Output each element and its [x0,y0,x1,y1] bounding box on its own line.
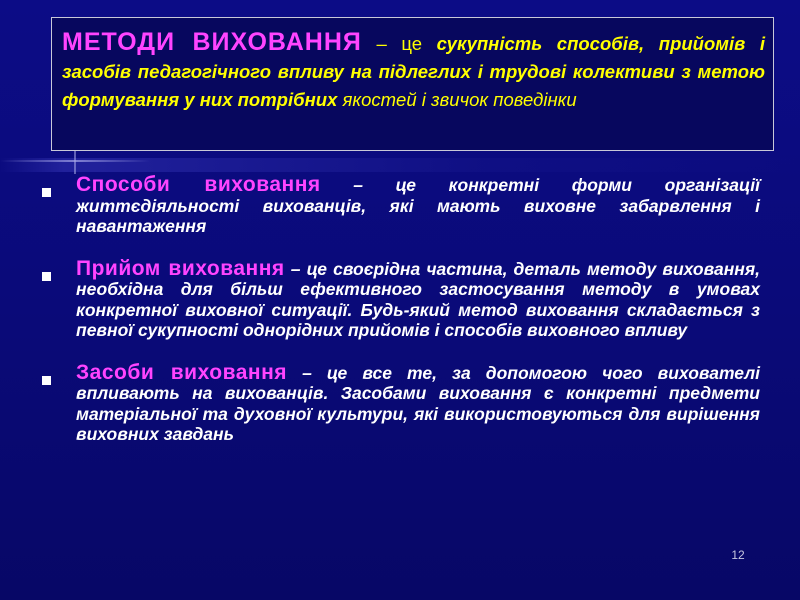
bullet-list [40,175,760,467]
slide-number: 12 [731,548,745,562]
bullet-square-icon [42,376,51,385]
bullet-item-means [40,360,761,445]
definition-text: сукупність способів, прийомів і засобів педагогічного впливу на підлеглих і трудові колективи з метою формування у них потрібних [62,33,766,110]
bullet-text: – це своєрідна частина, деталь методу виховання, необхідна для більш ефективного застосування методу в умовах конкретної виховної ситуації. Будь-який метод виховання складається з певної сукупності однорідних прийомів і способів виховного впливу [76,258,761,340]
bullet-item-technique [40,256,761,341]
bullet-square-icon [42,272,51,281]
bullet-term: Засоби виховання [76,360,288,384]
bullet-term: Способи виховання [76,173,321,196]
definition-dash: – це [361,33,437,54]
bullet-text: – це конкретні форми організації життєдіяльності вихованців, які мають виховне забарвлення і навантаження [76,175,760,236]
definition-box [51,17,774,151]
bullet-square-icon [42,188,51,197]
definition-text-end: якостей і звичок поведінки [337,89,577,110]
bullet-text: – це все те, за допомогою чого вихователі впливають на вихованців. Засобами виховання є конкретні предмети матеріальної та духовної культури, які використовуються для вирішення виховних завдань [76,362,761,444]
bullet-term: Прийом виховання [76,256,285,280]
bullet-item-methods [40,175,760,237]
definition-term: МЕТОДИ ВИХОВАННЯ [62,28,362,56]
